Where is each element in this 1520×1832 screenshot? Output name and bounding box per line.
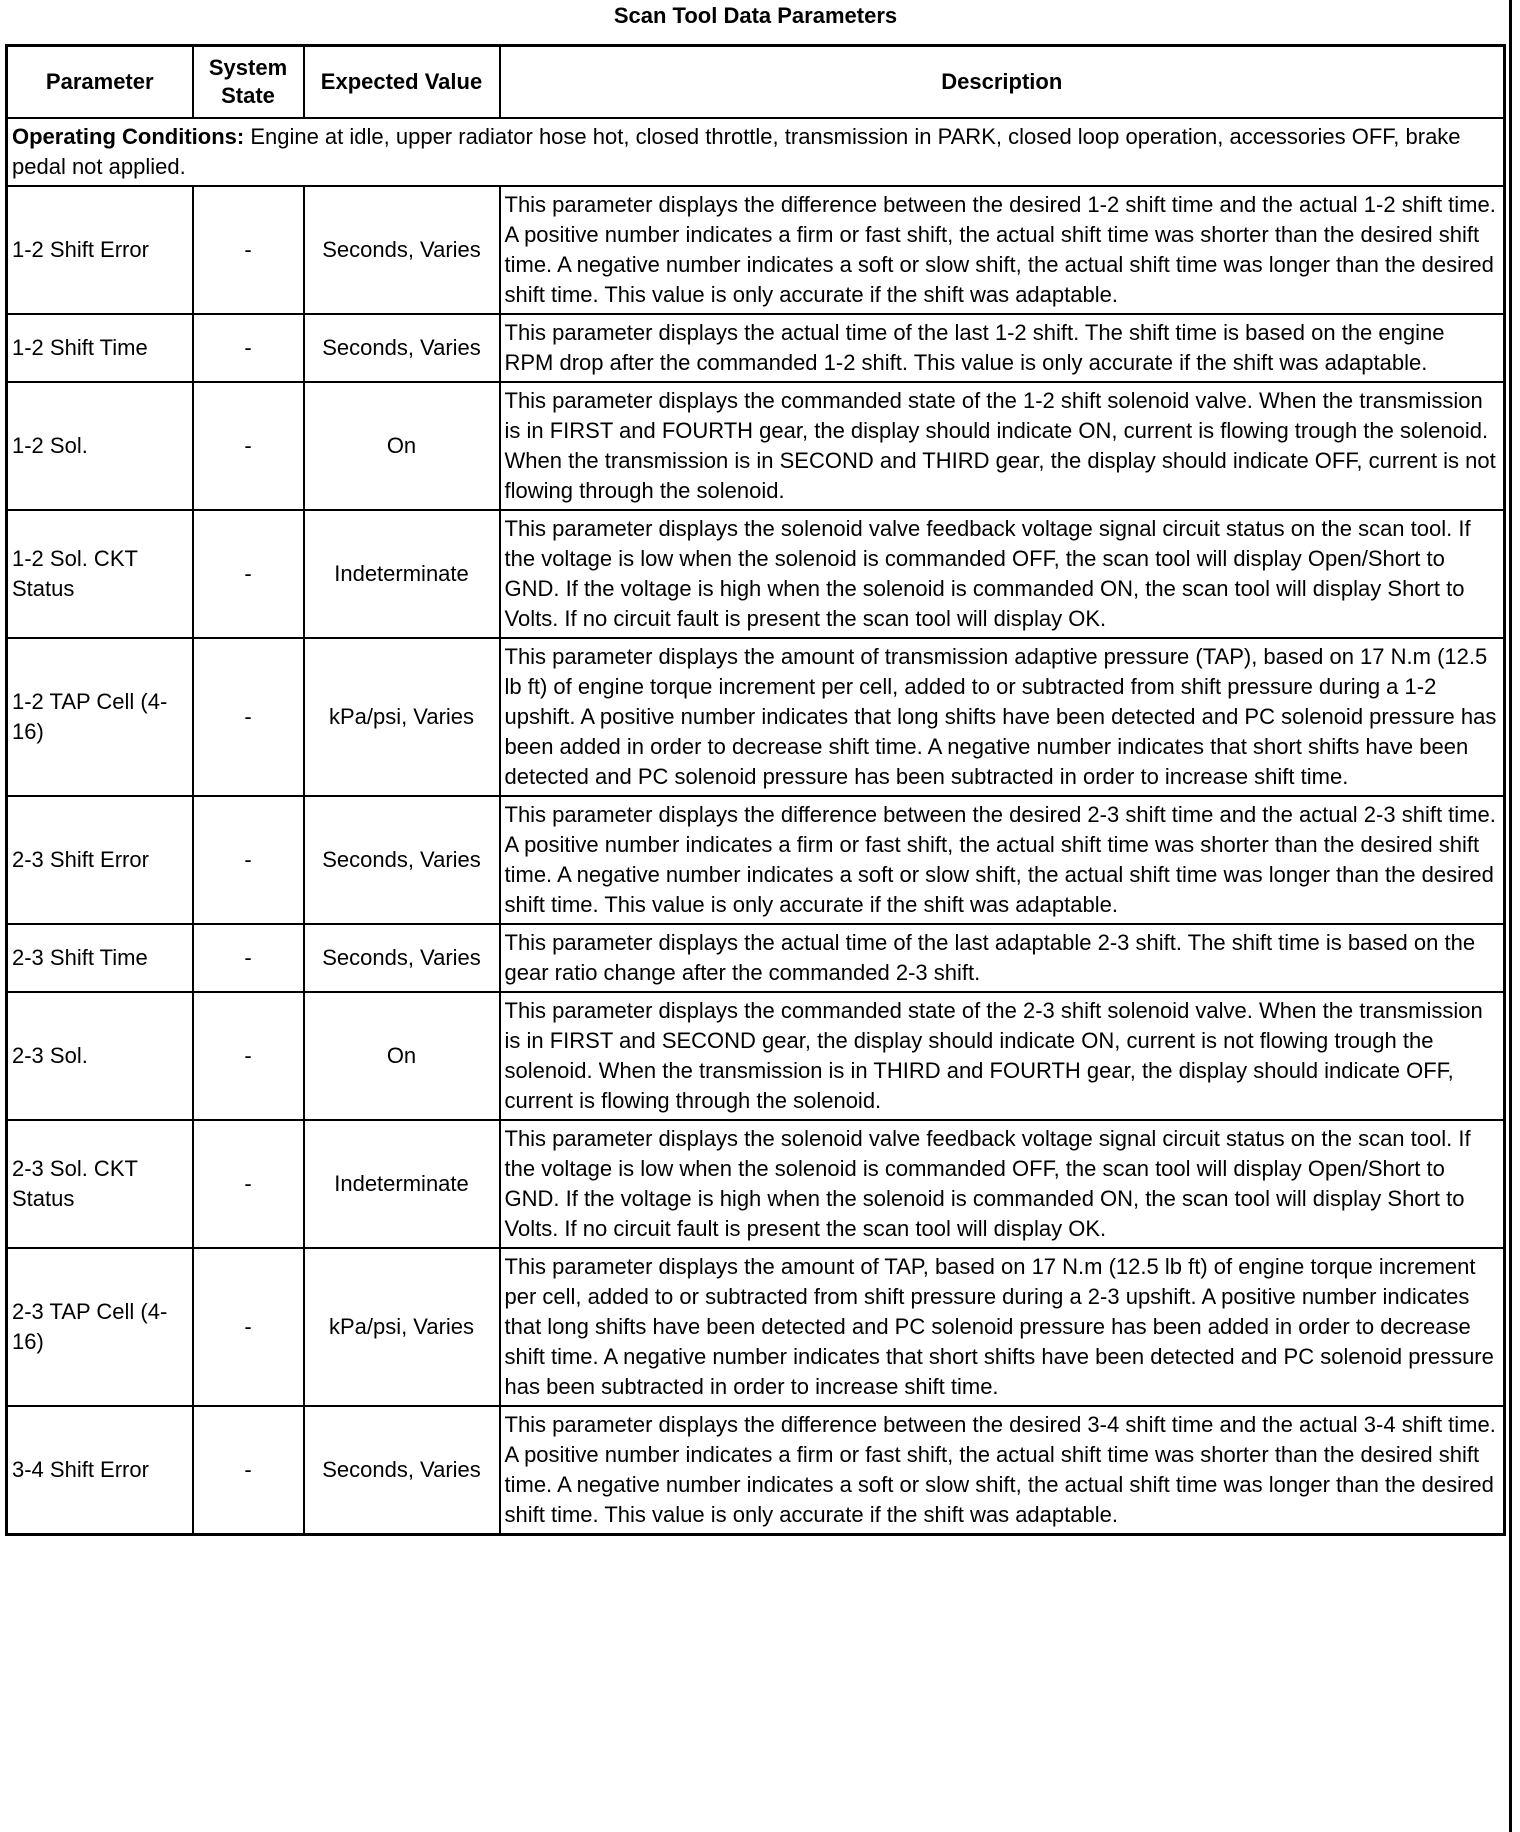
system-state-cell: - [193,638,304,796]
description-cell: This parameter displays the amount of TAP, based on 17 N.m (12.5 lb ft) of engine torque increment per cell, added to or subtracted from shift pressure during a 2-3 upshift. A positive number indicates that long shifts have been detected and PC solenoid pressure has been added in order to decrease shift time. A negative number indicates that short shifts have been detected and PC solenoid pressure has been subtracted in order to increase shift time. [500,1248,1505,1406]
parameter-cell: 2-3 Sol. [7,992,193,1120]
operating-conditions-text: Engine at idle, upper radiator hose hot, closed throttle, transmission in PARK, closed loop operation, accessories OFF, brake pedal not applied. [12,124,1461,179]
system-state-cell: - [193,924,304,992]
description-cell: This parameter displays the difference between the desired 1-2 shift time and the actual 1-2 shift time. A positive number indicates a firm or fast shift, the actual shift time was shorter than the desired shift time. A negative number indicates a soft or slow shift, the actual shift time was longer than the desired shift time. This value is only accurate if the shift was adaptable. [500,186,1505,314]
table-row [7,510,1505,638]
expected-value-cell: Indeterminate [304,1120,500,1248]
parameter-cell: 2-3 TAP Cell (4-16) [7,1248,193,1406]
table-row [7,382,1505,510]
expected-value-cell: Seconds, Varies [304,186,500,314]
table-row [7,186,1505,314]
description-cell: This parameter displays the solenoid valve feedback voltage signal circuit status on the scan tool. If the voltage is low when the solenoid is commanded OFF, the scan tool will display Open/Short to GND. If the voltage is high when the solenoid is commanded ON, the scan tool will display Short to Volts. If no circuit fault is present the scan tool will display OK. [500,1120,1505,1248]
parameter-cell: 1-2 Shift Time [7,314,193,382]
table-row [7,992,1505,1120]
table-row [7,1120,1505,1248]
description-cell: This parameter displays the commanded state of the 1-2 shift solenoid valve. When the transmission is in FIRST and FOURTH gear, the display should indicate ON, current is flowing trough the solenoid. When the transmission is in SECOND and THIRD gear, the display should indicate OFF, current is not flowing through the solenoid. [500,382,1505,510]
header-parameter: Parameter [7,46,193,119]
parameter-cell: 2-3 Shift Time [7,924,193,992]
table-row [7,1406,1505,1535]
header-expected-value: Expected Value [304,46,500,119]
page-right-border [1509,0,1512,1832]
system-state-cell: - [193,314,304,382]
expected-value-cell: kPa/psi, Varies [304,638,500,796]
system-state-cell: - [193,186,304,314]
expected-value-cell: Seconds, Varies [304,314,500,382]
expected-value-cell: On [304,992,500,1120]
header-row [7,46,1505,119]
header-system-state: System State [193,46,304,119]
expected-value-cell: Seconds, Varies [304,924,500,992]
expected-value-cell: On [304,382,500,510]
description-cell: This parameter displays the difference between the desired 2-3 shift time and the actual 2-3 shift time. A positive number indicates a firm or fast shift, the actual shift time was shorter than the desired shift time. A negative number indicates a soft or slow shift, the actual shift time was longer than the desired shift time. This value is only accurate if the shift was adaptable. [500,796,1505,924]
parameter-cell: 1-2 Shift Error [7,186,193,314]
description-cell: This parameter displays the actual time of the last adaptable 2-3 shift. The shift time is based on the gear ratio change after the commanded 2-3 shift. [500,924,1505,992]
system-state-cell: - [193,1248,304,1406]
system-state-cell: - [193,992,304,1120]
table-row [7,638,1505,796]
system-state-cell: - [193,510,304,638]
parameter-cell: 2-3 Shift Error [7,796,193,924]
expected-value-cell: Seconds, Varies [304,1406,500,1535]
header-description: Description [500,46,1505,119]
operating-conditions-label: Operating Conditions: [12,124,245,149]
table-row [7,924,1505,992]
parameter-cell: 1-2 Sol. CKT Status [7,510,193,638]
table-row [7,1248,1505,1406]
table-title: Scan Tool Data Parameters [613,3,898,28]
description-cell: This parameter displays the difference between the desired 3-4 shift time and the actual 3-4 shift time. A positive number indicates a firm or fast shift, the actual shift time was shorter than the desired shift time. A negative number indicates a soft or slow shift, the actual shift time was longer than the desired shift time. This value is only accurate if the shift was adaptable. [500,1406,1505,1535]
description-cell: This parameter displays the commanded state of the 2-3 shift solenoid valve. When the transmission is in FIRST and SECOND gear, the display should indicate ON, current is not flowing trough the solenoid. When the transmission is in THIRD and FOURTH gear, the display should indicate OFF, current is flowing through the solenoid. [500,992,1505,1120]
expected-value-cell: kPa/psi, Varies [304,1248,500,1406]
parameter-cell: 1-2 Sol. [7,382,193,510]
system-state-cell: - [193,796,304,924]
description-cell: This parameter displays the amount of transmission adaptive pressure (TAP), based on 17 N.m (12.5 lb ft) of engine torque increment per cell, added to or subtracted from shift pressure during a 1-2 upshift. A positive number indicates that long shifts have been detected and PC solenoid pressure has been added in order to decrease shift time. A negative number indicates that short shifts have been detected and PC solenoid pressure has been subtracted in order to increase shift time. [500,638,1505,796]
expected-value-cell: Seconds, Varies [304,796,500,924]
description-cell: This parameter displays the actual time of the last 1-2 shift. The shift time is based on the engine RPM drop after the commanded 1-2 shift. This value is only accurate if the shift was adaptable. [500,314,1505,382]
parameter-cell: 2-3 Sol. CKT Status [7,1120,193,1248]
scan-tool-data-table [5,44,1506,1536]
system-state-cell: - [193,382,304,510]
expected-value-cell: Indeterminate [304,510,500,638]
description-cell: This parameter displays the solenoid valve feedback voltage signal circuit status on the scan tool. If the voltage is low when the solenoid is commanded OFF, the scan tool will display Open/Short to GND. If the voltage is high when the solenoid is commanded ON, the scan tool will display Short to Volts. If no circuit fault is present the scan tool will display OK. [500,510,1505,638]
table-row [7,314,1505,382]
system-state-cell: - [193,1406,304,1535]
system-state-cell: - [193,1120,304,1248]
table-row [7,796,1505,924]
parameter-cell: 1-2 TAP Cell (4-16) [7,638,193,796]
parameter-cell: 3-4 Shift Error [7,1406,193,1535]
operating-conditions [7,118,1505,186]
operating-conditions-row [7,118,1505,186]
